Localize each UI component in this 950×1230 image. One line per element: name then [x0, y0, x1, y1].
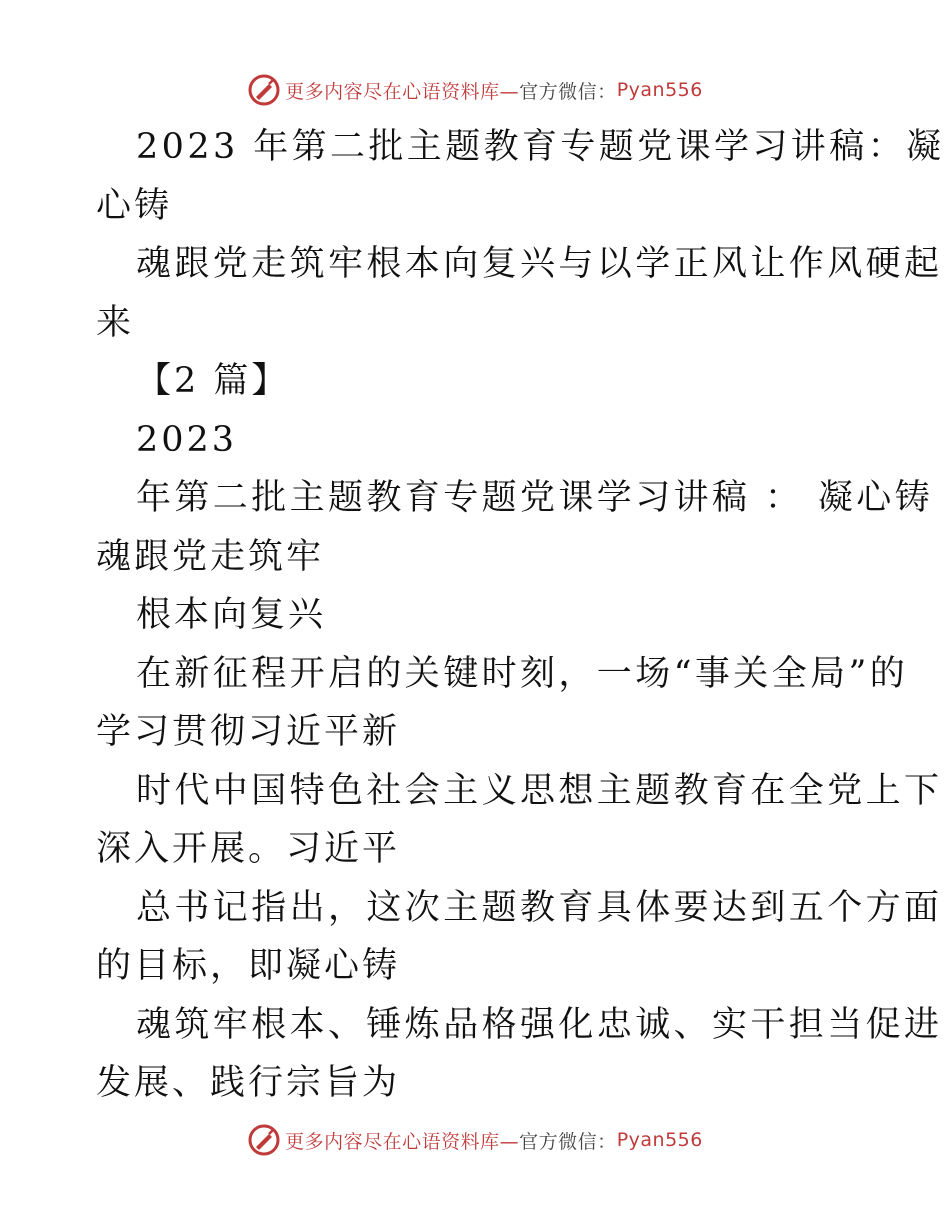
- text-line: 在新征程开启的关键时刻，一场“事关全局”的: [136, 653, 909, 694]
- text-line: 发展、践行宗旨为: [96, 1063, 401, 1103]
- header-watermark-banner: [0, 70, 950, 110]
- text-line: 来: [96, 302, 135, 343]
- banner-official-label: 官方微信：: [519, 1130, 617, 1153]
- text-line: 2023 年第二批主题教育专题党课学习讲稿：凝: [136, 127, 945, 167]
- seal-pen-icon: [247, 73, 281, 107]
- text-line: 魂跟党走筑牢: [96, 536, 325, 577]
- text-line: 【2 篇】: [136, 361, 290, 401]
- banner-text: 更多内容尽在心语资料库—: [285, 1130, 520, 1153]
- banner-official-label: 官方微信：: [519, 80, 617, 103]
- banner-brand: Pyan556: [616, 1129, 703, 1151]
- text-line: 的目标，即凝心铸: [96, 946, 401, 986]
- text-line: 深入开展。习近平: [96, 829, 401, 869]
- footer-watermark-banner: [0, 1120, 950, 1160]
- banner-text: 更多内容尽在心语资料库—: [285, 80, 520, 103]
- text-line: 时代中国特色社会主义思想主题教育在全党上下: [136, 770, 943, 811]
- document-body: [96, 118, 945, 1113]
- text-line: 根本向复兴: [136, 595, 327, 635]
- text-line: 魂筑牢根本、锤炼品格强化忠诚、实干担当促进: [136, 1004, 943, 1045]
- text-line: 总书记指出，这次主题教育具体要达到五个方面: [136, 887, 943, 928]
- text-line: 学习贯彻习近平新: [96, 712, 401, 752]
- seal-pen-icon: [247, 1123, 281, 1157]
- text-line: 心铸: [96, 185, 173, 226]
- banner-brand: Pyan556: [616, 79, 703, 101]
- text-line: 年第二批主题教育专题党课学习讲稿 ： 凝心铸: [136, 478, 934, 518]
- text-line: 2023: [136, 419, 238, 460]
- text-line: 魂跟党走筑牢根本向复兴与以学正风让作风硬起: [136, 244, 943, 284]
